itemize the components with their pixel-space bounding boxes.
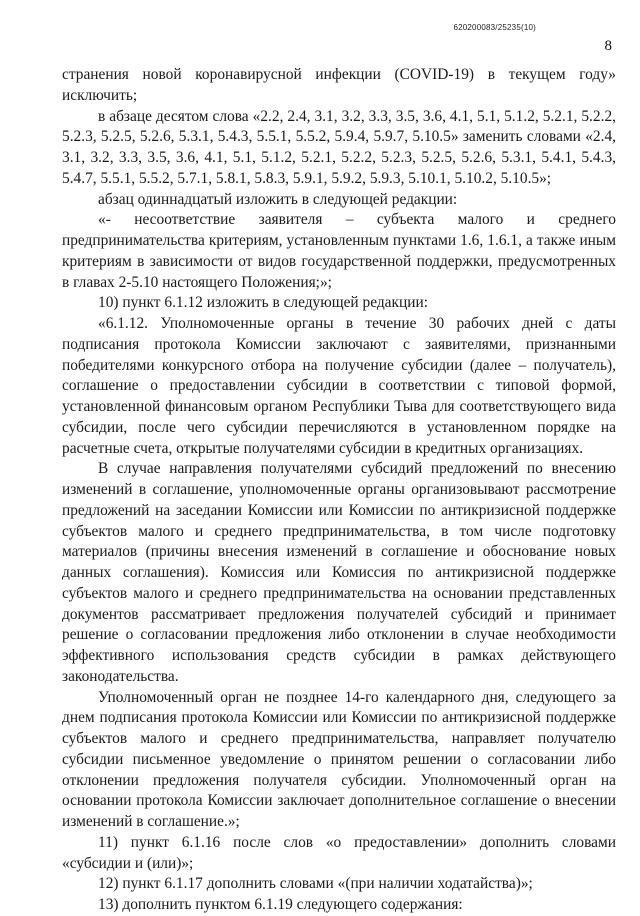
paragraph-item-12: 12) пункт 6.1.17 дополнить словами «(при наличии ходатайства)»; [98,875,533,893]
paragraph-quote-noncompliance: «- несоответствие заявителя – субъекта малого и среднего предпринимательства критериям, установленным пунктами 1.6, 1.6.1, а также иным критериям в зависимости от видов государственной поддержки, предусмотренных в главах 2-5.10 настоящего Положения;»; [62,211,616,291]
page-number: 8 [604,38,612,54]
paragraph-quote-6-1-12: «6.1.12. Уполномоченные органы в течение 30 рабочих дней с даты подписания протокола Комиссии заключают с заявителями, признанными победителями конкурсного отбора на получение субсидии (далее – получатель), соглашение о предоставлении субсидии в соответствии с типовой формой, установленной финансовым органом Республики Тыва для соответствующего вида субсидии, после чего субсидии перечисляются в установленном порядке на расчетные счета, открытые получателями субсидии в кредитных организациях. [62,315,616,457]
paragraph-changes-request: В случае направления получателями субсидий предложений по внесению изменений в соглашение, уполномоченные органы организовывают рассмотрение предложений на заседании Комиссии или Комиссии по антикризисной поддержке субъектов малого и среднего предпринимательства, в том числе подготовку материалов (причины внесения изменений в соглашение и обоснование новых данных соглашения). Комиссия или Комиссия по антикризисной поддержке субъектов малого и среднего предпринимательства на основании представленных документов рассматривает предложения получателей субсидий и принимает решение о согласовании предложения либо отклонении в случае необходимости эффективного использования средств субсидии в рамках действующего законодательства. [62,460,616,685]
paragraph-item-13: 13) дополнить пунктом 6.1.19 следующего содержания: [98,896,463,913]
document-body [62,65,616,916]
paragraph-item-10: 10) пункт 6.1.12 изложить в следующей редакции: [98,294,428,312]
paragraph-amendment-11th-abzac: абзац одиннадцатый изложить в следующей редакции: [98,190,458,208]
paragraph-notification: Уполномоченный орган не позднее 14-го календарного дня, следующего за днем подписания протокола Комиссии или Комиссии по антикризисной поддержке субъектов малого и среднего предпринимательства, направляет получателю субсидии письменное уведомление о принятом решении о согласовании либо отклонении предложения получателя субсидии. Уполномоченный орган на основании протокола Комиссии заключает дополнительное соглашение о внесении изменений в соглашение.»; [62,688,616,830]
paragraph-item-11: 11) пункт 6.1.16 после слов «о предоставлении» дополнить словами «субсидии и (или)»; [62,833,616,872]
paragraph-continuation: странения новой коронавирусной инфекции (COVID-19) в текущем году» исключить; [62,66,616,104]
document-registration-code: 620200083/25235(10) [453,23,536,32]
paragraph-amendment-10th-abzac: в абзаце десятом слова «2.2, 2.4, 3.1, 3.2, 3.3, 3.5, 3.6, 4.1, 5.1, 5.1.2, 5.2.1, 5.2.2, 5.2.3, 5.2.5, 5.2.6, 5.3.1, 5.4.3, 5.5.1, 5.5.2, 5.9.4, 5.9.7, 5.10.5» заменить словами «2.4, 3.1, 3.2, 3.3, 3.5, 3.6, 4.1, 5.1, 5.1.2, 5.2.1, 5.2.2, 5.2.3, 5.2.5, 5.2.6, 5.3.1, 5.4.1, 5.4.3, 5.4.7, 5.5.1, 5.5.2, 5.7.1, 5.8.1, 5.8.3, 5.9.1, 5.9.2, 5.9.3, 5.10.1, 5.10.2, 5.10.5»; [62,107,616,187]
